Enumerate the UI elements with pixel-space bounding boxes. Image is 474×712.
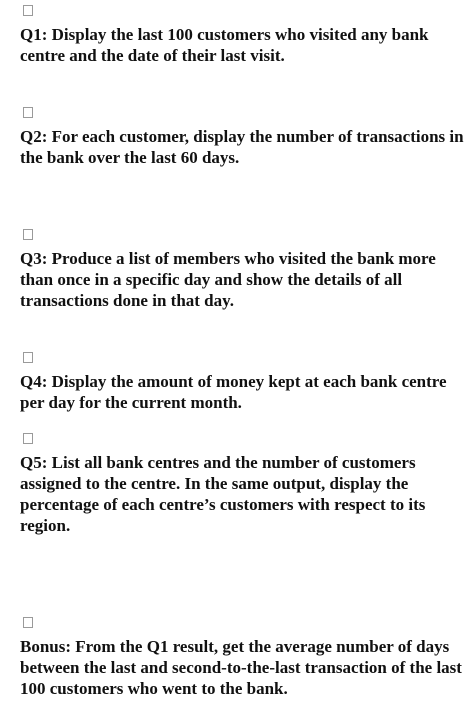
question-bonus: [20, 617, 466, 699]
checkbox[interactable]: [23, 617, 33, 628]
question-text: Q1: Display the last 100 customers who visited any bank centre and the date of their last visit.: [20, 25, 429, 65]
question-text: Q5: List all bank centres and the number of customers assigned to the centre. In the same output, display the percentage of each centre’s customers with respect to its region.: [20, 453, 426, 535]
checkbox[interactable]: [23, 5, 33, 16]
question-q1: [20, 5, 466, 66]
question-q5: [20, 433, 466, 536]
checkbox[interactable]: [23, 107, 33, 118]
checkbox[interactable]: [23, 229, 33, 240]
question-q2: [20, 107, 466, 168]
question-text: Bonus: From the Q1 result, get the average number of days between the last and second-to-the-last transaction of the last 100 customers who went to the bank.: [20, 637, 462, 698]
checkbox[interactable]: [23, 433, 33, 444]
checkbox[interactable]: [23, 352, 33, 363]
question-text: Q2: For each customer, display the number of transactions in the bank over the last 60 days.: [20, 127, 464, 167]
question-q3: [20, 229, 466, 311]
question-q4: [20, 352, 466, 413]
question-text: Q3: Produce a list of members who visited the bank more than once in a specific day and show the details of all transactions done in that day.: [20, 249, 436, 310]
question-text: Q4: Display the amount of money kept at each bank centre per day for the current month.: [20, 372, 447, 412]
